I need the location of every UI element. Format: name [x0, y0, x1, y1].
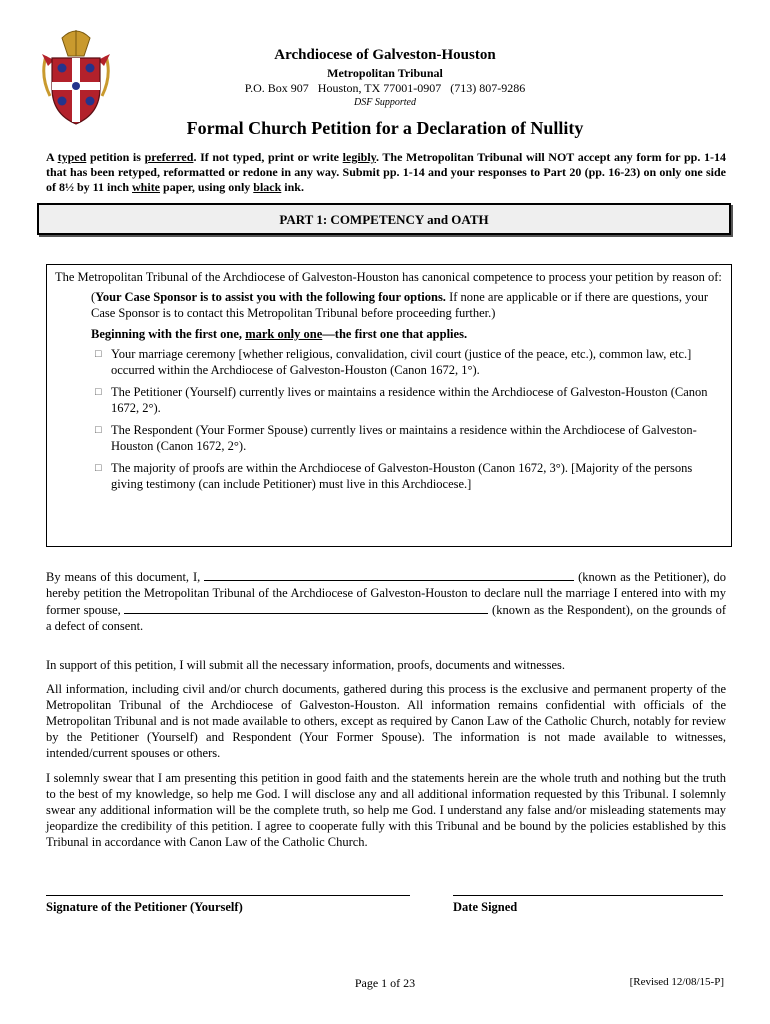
date-signed-label: Date Signed: [453, 900, 518, 914]
option-label: The majority of proofs are within the Archdiocese of Galveston-Houston (Canon 1672, 3°). [Majority of the persons giving testimony (can include Petitioner) must live in this Archdiocese.]: [111, 461, 693, 491]
sponsor-paren: (: [91, 290, 96, 304]
competency-option-3: [95, 422, 723, 454]
support-statement: In support of this petition, I will submit all the necessary information, proofs, documents and witnesses.: [46, 658, 566, 672]
phone-number: (713) 807-9286: [450, 81, 526, 95]
sponsor-bold: Your Case Sponsor is to assist you with the following four options.: [95, 290, 446, 304]
instructions: [46, 150, 726, 195]
confidentiality-statement: All information, including civil and/or church documents, gathered during this process is the exclusive and permanent property of the Metropolitan Tribunal of the Archdiocese of Galveston-Houston. All information remains confidential with officials of the Metropolitan Tribunal and is not made available to others, except as required by Canon Law of the Catholic Church, notably for review by the Petitioner (Yourself) and Respondent (Your Former Spouse). The information is not made available to witnesses, intended/current spouses or others.: [46, 682, 726, 760]
competency-option-4: [95, 460, 723, 492]
intro-white: white: [132, 180, 161, 194]
case-sponsor-note: [91, 289, 723, 321]
begin-text: Beginning with the first one,: [91, 327, 246, 341]
revision-note: [Revised 12/08/15-P]: [629, 976, 724, 988]
option-label: The Petitioner (Yourself) currently lives or maintains a residence within the Archdiocese of Galveston-Houston (Canon 1672, 2°).: [111, 385, 708, 415]
page-title: Formal Church Petition for a Declaration of Nullity: [186, 118, 584, 138]
intro-text: paper, using only: [160, 180, 254, 194]
petitioner-signature-line[interactable]: [46, 895, 410, 896]
option-label: Your marriage ceremony [whether religious, convalidation, civil court (justice of the peace, etc.), common law, etc.] occurred within the Archdiocese of Galveston-Houston (Canon 1672, 1°).: [111, 347, 692, 377]
competency-intro: The Metropolitan Tribunal of the Archdiocese of Galveston-Houston has canonical competence to process your petition by reason of:: [55, 270, 722, 284]
intro-text: A: [46, 150, 58, 164]
part-1-header: [37, 203, 731, 235]
letterhead: [150, 46, 620, 109]
mark-only-one-instruction: [91, 326, 723, 342]
address-line: [150, 81, 620, 96]
begin-text: —the first one that applies.: [322, 327, 468, 341]
archdiocese-crest-icon: [40, 26, 112, 128]
po-box: P.O. Box 907: [244, 81, 309, 95]
intro-text: . The Metropolitan Tribunal will NOT accept any form for pp. 1-14 that has been retyped, reformatted or redone in any way. Submit pp. 1-14 and your responses to Part 20 (pp. 16-23) on only one side of 8½ by 11 inch: [46, 150, 726, 194]
part-title: PART 1: COMPETENCY and OATH: [279, 212, 489, 227]
petitioner-name-field[interactable]: [204, 568, 574, 581]
oath-statement: I solemnly swear that I am presenting this petition in good faith and the statements herein are the whole truth and nothing but the truth to the best of my knowledge, so help me God. I will disclose any and all additional information requested by this Tribunal. I solemnly swear any additional information will be the complete truth, so help me God. I understand any false and/or misleading statements may jeopardize the credibility of this petition. I agree to cooperate fully with this Tribunal and be bound by the policies established by this Tribunal in accordance with Canon Law of the Catholic Church.: [46, 771, 726, 849]
tribunal-name: Metropolitan Tribunal: [327, 66, 443, 80]
sponsor-rest: If none are applicable or if there are questions, your Case Sponsor is to contact this Metropolitan Tribunal before proceeding further.): [91, 290, 708, 320]
intro-black: black: [253, 180, 282, 194]
intro-preferred: preferred: [144, 150, 194, 164]
competency-box: [46, 264, 732, 547]
respondent-name-field[interactable]: [124, 601, 488, 614]
petition-text: (known as the Petitioner), do hereby petition the Metropolitan Tribunal of the Archdiocese of Galveston-Houston to declare null the marriage I entered into with my former spouse,: [46, 570, 727, 617]
option-label: The Respondent (Your Former Spouse) currently lives or maintains a residence within the Archdiocese of Galveston-Houston (Canon 1672, 2°).: [111, 423, 697, 453]
petitioner-signature-label: Signature of the Petitioner (Yourself): [46, 900, 243, 914]
dsf-note: DSF Supported: [354, 97, 416, 108]
intro-text: petition is: [86, 150, 145, 164]
organization-name: Archdiocese of Galveston-Houston: [274, 47, 496, 63]
city-state-zip: Houston, TX 77001-0907: [317, 81, 442, 95]
intro-typed: typed: [57, 150, 87, 164]
checkbox-icon[interactable]: □: [95, 462, 102, 474]
petition-text: By means of this document, I,: [46, 570, 201, 584]
date-signed-line[interactable]: [453, 895, 723, 896]
intro-legibly: legibly: [342, 150, 376, 164]
competency-option-2: [95, 384, 723, 416]
intro-text: . If not typed, print or write: [193, 150, 343, 164]
intro-text: ink.: [281, 180, 304, 194]
checkbox-icon[interactable]: □: [95, 386, 102, 398]
page-number: Page 1 of 23: [354, 976, 416, 990]
petition-text: (known as the Respondent), on the grounds of a defect of consent.: [46, 603, 726, 633]
petition-statement: [46, 568, 726, 634]
competency-option-1: [95, 346, 723, 378]
begin-underline: mark only one: [245, 327, 323, 341]
checkbox-icon[interactable]: □: [95, 424, 102, 436]
checkbox-icon[interactable]: □: [95, 348, 102, 360]
